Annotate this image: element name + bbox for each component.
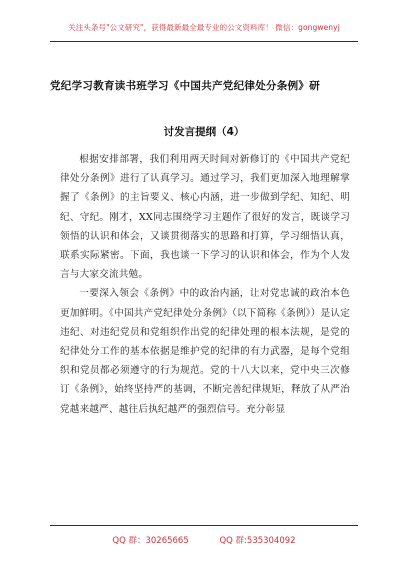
body-paragraph-2: 一要深入领会《条例》中的政治内涵，让对党忠诚的政治本色更加鲜明。《中国共产党纪律处分条例》（以下简称《条例》）是认定违纪、对违纪党员和党组织作出党的纪律处理的根本法规，是党的纪律处分工作的基本依据是维护党的纪律的有力武器，是每个党组织和党员都必须遵守的行为规范。党的十八大以来，党中央三次修订《条例》，始终坚持严的基调，不断完善纪律规矩，释放了从严治党越来越严、越往后执纪越严的强烈信号。充分彰显	[60, 288, 350, 415]
footer-divider	[50, 525, 358, 526]
document-title-line-1: 党纪学习教育读书班学习《中国共产党纪律处分条例》研	[50, 80, 320, 92]
document-body	[60, 150, 350, 419]
promo-header: 关注头条号"公文研究"，获得最新最全最专业的公文资料库！ 微信：gongwenyj	[68, 23, 340, 32]
footer-contacts	[0, 534, 408, 546]
document-title-line-2: 讨发言提纲（4）	[163, 126, 245, 138]
qq-group-1: QQ 群：30265665	[112, 536, 189, 546]
body-paragraph-1: 根据安排部署，我们利用两天时间对新修订的《中国共产党纪律处分条例》进行了认真学习。通过学习，我们更加深入地理解掌握了《条例》的主旨要义、核心内涵，进一步做到学纪、知纪、明纪、守纪。刚才，XX同志围绕学习主题作了很好的发言，既谈学习领悟的认识和体会，又谈贯彻落实的思路和打算，学习细悟认真，联系实际紧密。下面，我也谈一下学习的认识和体会，作为个人发言与大家交流共勉。	[60, 154, 350, 281]
qq-group-2: QQ 群:535304092	[219, 536, 296, 546]
header-divider	[50, 41, 358, 42]
